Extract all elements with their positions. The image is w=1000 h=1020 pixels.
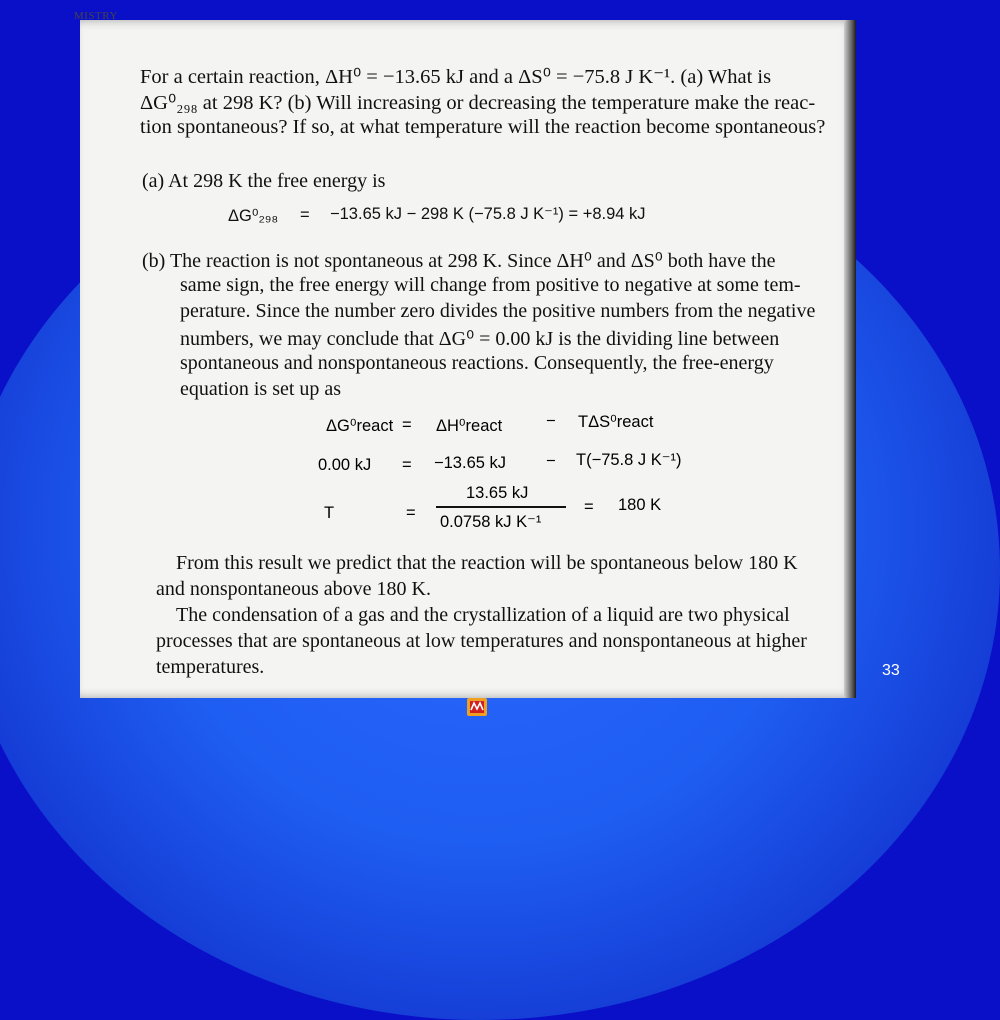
eq-row1-rhs: TΔS⁰react	[578, 413, 654, 431]
conclusion-line-5: temperatures.	[156, 656, 265, 678]
conclusion-line-2: and nonspontaneous above 180 K.	[156, 578, 431, 600]
question-line-3: tion spontaneous? If so, at what temperature will the reaction become spontaneous?	[140, 116, 826, 138]
conclusion-line-3: The condensation of a gas and the crystallization of a liquid are two physical	[176, 604, 790, 626]
eq-row2-eq: =	[402, 456, 412, 474]
eq-row1-mid: ΔH⁰react	[436, 417, 503, 435]
part-b-line-4: numbers, we may conclude that ΔG⁰ = 0.00 kJ is the dividing line between	[180, 328, 780, 350]
eq-row2-mid: −13.65 kJ	[434, 454, 507, 472]
eq-row2-op: −	[546, 452, 556, 470]
scanned-page	[74, 10, 856, 698]
conclusion-line-4: processes that are spontaneous at low temperatures and nonspontaneous at higher	[156, 630, 807, 652]
part-a-rhs: −13.65 kJ − 298 K (−75.8 J K⁻¹) = +8.94 kJ	[330, 205, 646, 223]
eq-row3-lhs: T	[324, 504, 335, 522]
eq-row3-eq2: =	[584, 498, 594, 516]
part-b-line-2: same sign, the free energy will change from positive to negative at some tem-	[180, 274, 801, 296]
eq-row3-eq: =	[406, 504, 416, 522]
eq-row1-lhs: ΔG⁰react	[326, 417, 394, 435]
running-header: MISTRY	[74, 10, 118, 22]
part-a-intro: (a) At 298 K the free energy is	[142, 170, 386, 192]
eq-row1-op: −	[546, 412, 556, 430]
slide-page-number: 33	[882, 662, 900, 679]
part-a-lhs: ΔG⁰₂₉₈	[228, 207, 279, 225]
part-b-line-6: equation is set up as	[180, 378, 342, 400]
eq-row3-result: 180 K	[618, 496, 662, 514]
part-b-line-3: perature. Since the number zero divides the positive numbers from the negative	[180, 300, 816, 322]
part-a-equals: =	[300, 206, 310, 224]
question-line-2: ΔG⁰₂₉₈ at 298 K? (b) Will increasing or decreasing the temperature make the reac-	[140, 92, 816, 114]
eq-row2-rhs: T(−75.8 J K⁻¹)	[576, 451, 682, 469]
eq-row1-eq: =	[402, 416, 412, 434]
part-b-line-5: spontaneous and nonspontaneous reactions. Consequently, the free-energy	[180, 352, 774, 374]
part-b-line-1: (b) The reaction is not spontaneous at 298 K. Since ΔH⁰ and ΔS⁰ both have the	[142, 250, 776, 272]
fraction-bar	[436, 506, 566, 508]
fraction-numerator: 13.65 kJ	[466, 484, 529, 502]
logo-icon	[466, 696, 488, 718]
book-spine-shadow	[844, 20, 856, 698]
fraction-denominator: 0.0758 kJ K⁻¹	[440, 513, 542, 531]
eq-row2-lhs: 0.00 kJ	[318, 456, 372, 474]
question-line-1: For a certain reaction, ΔH⁰ = −13.65 kJ and a ΔS⁰ = −75.8 J K⁻¹. (a) What is	[140, 66, 772, 88]
conclusion-line-1: From this result we predict that the reaction will be spontaneous below 180 K	[176, 552, 798, 574]
